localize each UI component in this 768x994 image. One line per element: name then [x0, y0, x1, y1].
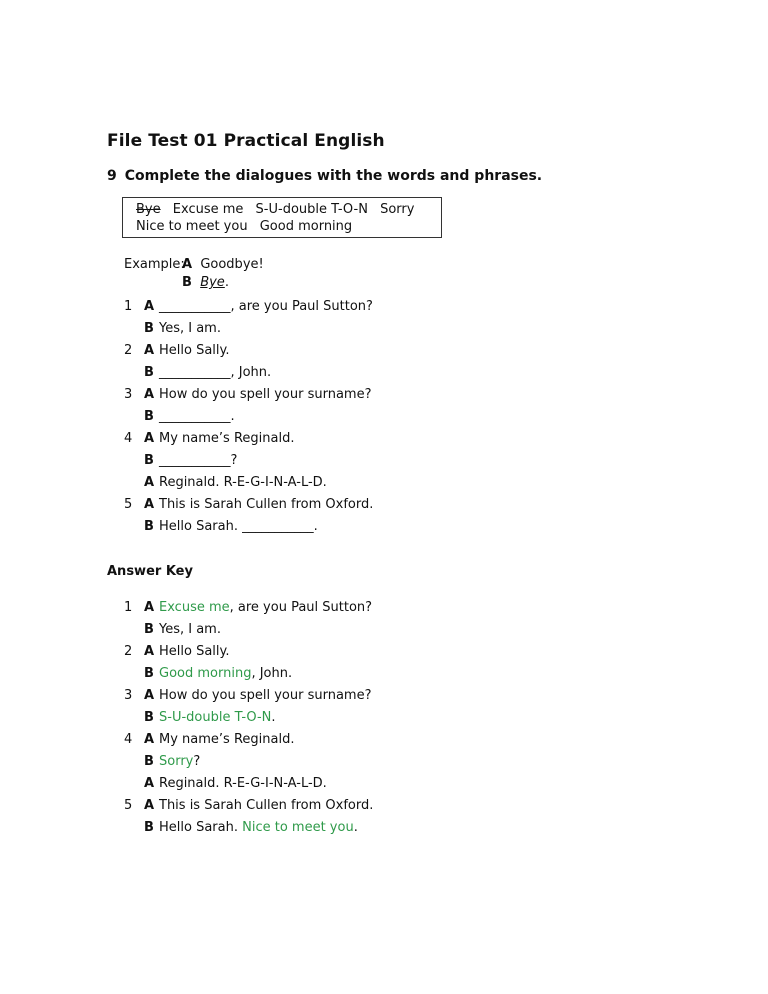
dialogue-text: This is Sarah Cullen from Oxford. — [159, 798, 374, 813]
answer-blank: ___________ — [159, 453, 231, 468]
dialogue-text: . — [271, 710, 276, 725]
exercise-number: 9 — [107, 168, 117, 184]
dialogue-text: Yes, I am. — [159, 622, 221, 637]
speaker-label: B — [144, 453, 154, 468]
dialogue-text: Hello Sally. — [159, 343, 230, 358]
word-spelling: S-U-double T-O-N — [255, 202, 368, 217]
speaker-label: A — [182, 257, 193, 272]
speaker-label: B — [144, 666, 154, 681]
answer-text: Nice to meet you — [242, 820, 354, 835]
word-sorry: Sorry — [380, 202, 415, 217]
question-number: 3 — [124, 688, 133, 703]
questions-list — [124, 296, 373, 538]
answer-key-line — [124, 795, 373, 817]
answer-text: Sorry — [159, 754, 194, 769]
dialogue-text: , John. — [230, 365, 272, 380]
question-number: 4 — [124, 431, 133, 446]
answer-key-line — [124, 773, 373, 795]
word-good-morning: Good morning — [259, 219, 353, 234]
word-box-row-1 — [136, 201, 441, 218]
question-number: 3 — [124, 387, 133, 402]
dialogue-text: How do you spell your surname? — [159, 387, 372, 402]
answer-key-line — [124, 685, 373, 707]
example-line-b — [124, 274, 264, 292]
question-number: 2 — [124, 644, 133, 659]
question-line — [124, 494, 373, 516]
answer-text: S-U-double T-O-N — [159, 710, 272, 725]
example-block — [124, 256, 264, 292]
speaker-label: B — [144, 622, 154, 637]
speaker-label: A — [144, 688, 155, 703]
question-line — [124, 450, 373, 472]
dialogue-text: . — [353, 820, 358, 835]
speaker-label: A — [144, 299, 155, 314]
word-box — [122, 197, 442, 238]
question-line — [124, 296, 373, 318]
question-line — [124, 516, 373, 538]
speaker-label: A — [144, 343, 155, 358]
question-number: 5 — [124, 497, 133, 512]
speaker-label: B — [144, 754, 154, 769]
example-a-text: Goodbye! — [200, 257, 264, 272]
speaker-label: B — [144, 409, 154, 424]
question-line — [124, 340, 373, 362]
speaker-label: A — [144, 431, 155, 446]
instruction-text: Complete the dialogues with the words and phrases. — [124, 168, 543, 184]
question-line — [124, 406, 373, 428]
answer-key-line — [124, 751, 373, 773]
speaker-label: B — [144, 365, 154, 380]
question-line — [124, 318, 373, 340]
question-line — [124, 362, 373, 384]
speaker-label: A — [144, 387, 155, 402]
dialogue-text: , John. — [251, 666, 293, 681]
speaker-label: B — [144, 820, 154, 835]
answer-text: Good morning — [159, 666, 252, 681]
dialogue-text: , are you Paul Sutton? — [229, 600, 373, 615]
answer-key-line — [124, 619, 373, 641]
example-answer: Bye — [200, 275, 225, 290]
speaker-label: A — [144, 644, 155, 659]
question-number: 2 — [124, 343, 133, 358]
dialogue-text: ? — [230, 453, 238, 468]
question-number: 4 — [124, 732, 133, 747]
speaker-label: A — [144, 475, 155, 490]
dialogue-text: ? — [193, 754, 201, 769]
dialogue-text: How do you spell your surname? — [159, 688, 372, 703]
example-label: Example: — [124, 257, 185, 272]
speaker-label: B — [144, 519, 154, 534]
answer-key-line — [124, 663, 373, 685]
dialogue-text: My name’s Reginald. — [159, 431, 295, 446]
question-line — [124, 428, 373, 450]
word-nice-to-meet-you: Nice to meet you — [136, 219, 248, 234]
dialogue-text: Reginald. R-E-G-I-N-A-L-D. — [159, 475, 327, 490]
answer-key-line — [124, 597, 373, 619]
speaker-label: A — [144, 497, 155, 512]
dialogue-text: Yes, I am. — [159, 321, 221, 336]
dialogue-text: This is Sarah Cullen from Oxford. — [159, 497, 374, 512]
answer-blank: ___________ — [159, 365, 231, 380]
answer-key-line — [124, 729, 373, 751]
answer-key-line — [124, 641, 373, 663]
speaker-label: A — [144, 600, 155, 615]
exercise-instruction — [107, 168, 542, 184]
dialogue-text: Hello Sally. — [159, 644, 230, 659]
speaker-label: B — [144, 321, 154, 336]
speaker-label: B — [144, 710, 154, 725]
answer-key-line — [124, 817, 373, 839]
word-excuse-me: Excuse me — [172, 202, 244, 217]
dialogue-text: Reginald. R-E-G-I-N-A-L-D. — [159, 776, 327, 791]
dialogue-text: . — [230, 409, 235, 424]
answer-blank: ___________ — [159, 299, 231, 314]
speaker-label: A — [144, 776, 155, 791]
question-number: 1 — [124, 299, 133, 314]
word-box-row-2 — [136, 218, 441, 235]
dialogue-text: , are you Paul Sutton? — [230, 299, 373, 314]
dialogue-text: Hello Sarah. — [159, 519, 243, 534]
example-line-a — [124, 256, 264, 274]
answer-key-heading: Answer Key — [107, 564, 193, 579]
question-line — [124, 472, 373, 494]
dialogue-text: . — [313, 519, 318, 534]
question-number: 5 — [124, 798, 133, 813]
speaker-label: A — [144, 732, 155, 747]
answer-text: Excuse me — [159, 600, 230, 615]
example-suffix: . — [224, 275, 229, 290]
question-number: 1 — [124, 600, 133, 615]
question-line — [124, 384, 373, 406]
page-title: File Test 01 Practical English — [107, 131, 385, 151]
word-bye-crossed: Bye — [136, 202, 161, 217]
answer-blank: ___________ — [242, 519, 314, 534]
answer-key-line — [124, 707, 373, 729]
speaker-label: B — [182, 275, 192, 290]
speaker-label: A — [144, 798, 155, 813]
answer-key-list — [124, 597, 373, 839]
dialogue-text: Hello Sarah. — [159, 820, 243, 835]
answer-blank: ___________ — [159, 409, 231, 424]
dialogue-text: My name’s Reginald. — [159, 732, 295, 747]
